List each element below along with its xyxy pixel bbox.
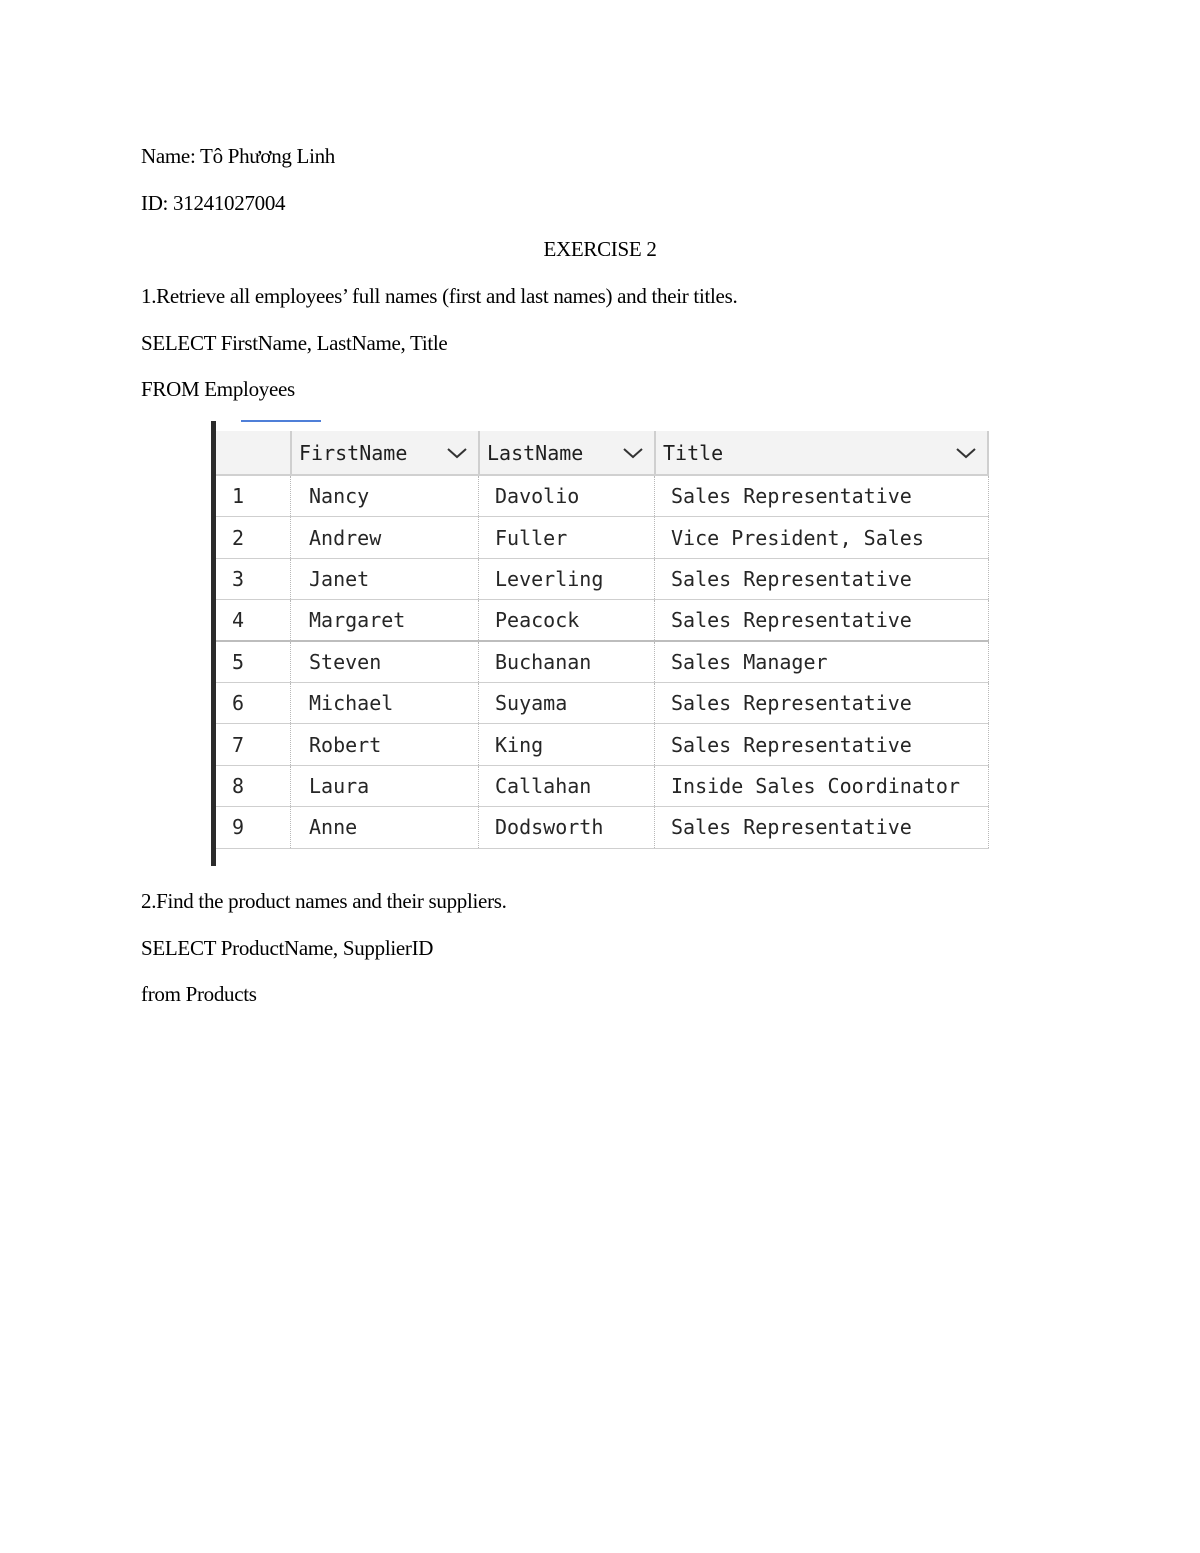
query-2-from: from Products (141, 982, 257, 1006)
table-row[interactable] (216, 683, 989, 724)
cell-lastname[interactable]: King (478, 724, 654, 764)
column-header-label: Title (663, 440, 724, 465)
row-number: 3 (232, 566, 245, 591)
table-row[interactable] (216, 642, 989, 683)
cell-firstname[interactable]: Margaret (290, 600, 478, 639)
table-row[interactable] (216, 766, 989, 807)
cell-lastname[interactable]: Davolio (478, 476, 654, 516)
column-header-title[interactable] (654, 431, 989, 474)
cell-lastname[interactable]: Callahan (478, 766, 654, 806)
cell-title[interactable]: Sales Representative (654, 600, 989, 639)
cell-title[interactable]: Inside Sales Coordinator (654, 766, 989, 806)
query-2-select: SELECT ProductName, SupplierID (141, 936, 434, 960)
column-header-lastname[interactable] (478, 431, 654, 474)
column-header-firstname[interactable] (290, 431, 478, 474)
result-table (216, 431, 989, 849)
chevron-down-icon[interactable] (955, 446, 977, 460)
row-number: 4 (232, 607, 245, 632)
student-name: Name: Tô Phương Linh (141, 144, 336, 168)
student-id: ID: 31241027004 (141, 191, 286, 215)
table-header (216, 431, 989, 476)
cell-firstname[interactable]: Robert (290, 724, 478, 764)
row-number: 6 (232, 691, 245, 716)
row-number: 9 (232, 815, 245, 840)
row-number: 5 (232, 649, 245, 674)
table-row[interactable] (216, 600, 989, 641)
cell-lastname[interactable]: Peacock (478, 600, 654, 639)
cell-firstname[interactable]: Nancy (290, 476, 478, 516)
chevron-down-icon[interactable] (622, 446, 644, 460)
cell-lastname[interactable]: Suyama (478, 683, 654, 723)
cell-firstname[interactable]: Andrew (290, 517, 478, 557)
row-number: 7 (232, 732, 245, 757)
table-row[interactable] (216, 807, 989, 848)
cell-lastname[interactable]: Dodsworth (478, 807, 654, 847)
column-header-label: FirstName (299, 440, 408, 465)
cell-title[interactable]: Sales Representative (654, 724, 989, 764)
row-number: 8 (232, 773, 245, 798)
cell-title[interactable]: Sales Manager (654, 642, 989, 682)
cell-firstname[interactable]: Laura (290, 766, 478, 806)
query-1-from: FROM Employees (141, 377, 295, 401)
row-number-header (216, 431, 290, 474)
cell-lastname[interactable]: Buchanan (478, 642, 654, 682)
table-row[interactable] (216, 559, 989, 600)
cell-firstname[interactable]: Janet (290, 559, 478, 599)
query-1-select: SELECT FirstName, LastName, Title (141, 331, 448, 355)
cell-title[interactable]: Sales Representative (654, 807, 989, 847)
table-row[interactable] (216, 724, 989, 765)
cell-lastname[interactable]: Leverling (478, 559, 654, 599)
cell-title[interactable]: Sales Representative (654, 476, 989, 516)
cell-firstname[interactable]: Anne (290, 807, 478, 847)
cell-title[interactable]: Vice President, Sales (654, 517, 989, 557)
row-number: 2 (232, 525, 245, 550)
table-row[interactable] (216, 517, 989, 558)
result-grid (211, 421, 990, 866)
cell-title[interactable]: Sales Representative (654, 683, 989, 723)
table-row[interactable] (216, 476, 989, 517)
column-header-label: LastName (487, 440, 584, 465)
cell-firstname[interactable]: Steven (290, 642, 478, 682)
cell-title[interactable]: Sales Representative (654, 559, 989, 599)
question-1: 1.Retrieve all employees’ full names (first and last names) and their titles. (141, 284, 738, 308)
exercise-title: EXERCISE 2 (543, 237, 657, 261)
cell-lastname[interactable]: Fuller (478, 517, 654, 557)
cell-firstname[interactable]: Michael (290, 683, 478, 723)
question-2: 2.Find the product names and their suppliers. (141, 889, 507, 913)
chevron-down-icon[interactable] (446, 446, 468, 460)
row-number: 1 (232, 484, 245, 509)
